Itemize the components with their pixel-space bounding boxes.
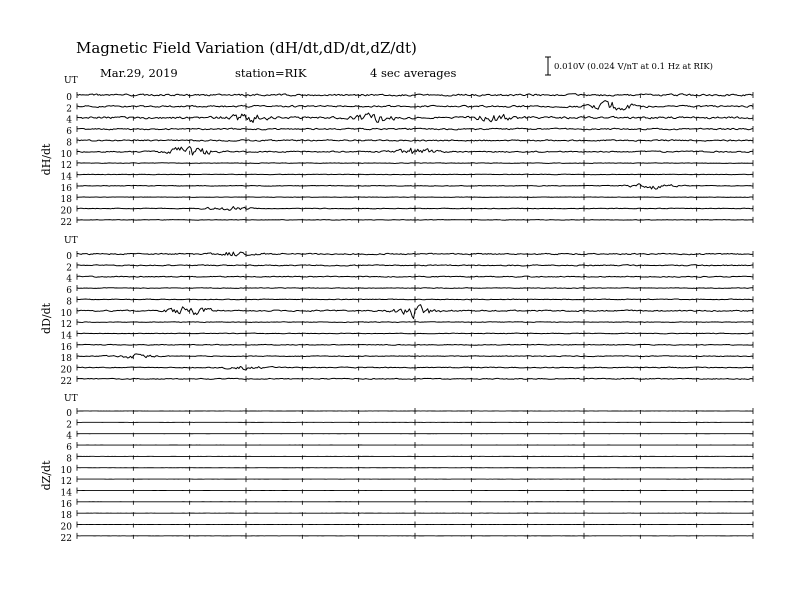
row-label: 4 <box>66 431 72 442</box>
row-label: 0 <box>66 252 72 262</box>
trace-line <box>77 276 753 277</box>
panels <box>40 76 753 544</box>
trace-line <box>77 305 753 319</box>
y-axis-label: dD/dt <box>40 302 53 334</box>
row-label: 2 <box>66 104 72 115</box>
row-label: 18 <box>60 511 72 522</box>
row-label: 18 <box>60 354 72 365</box>
row-label: 10 <box>60 149 72 160</box>
chart-title: Magnetic Field Variation (dH/dt,dD/dt,dZ/dt) <box>76 39 417 57</box>
scale-bar <box>545 57 713 75</box>
row-label: 6 <box>66 127 72 138</box>
row-label: 12 <box>60 477 72 488</box>
row-label: 18 <box>60 195 72 206</box>
panel-dh-dt <box>40 76 753 228</box>
row-label: 22 <box>60 376 72 387</box>
row-label: 20 <box>60 206 72 217</box>
row-label: 22 <box>60 217 72 228</box>
row-label: 0 <box>66 93 72 103</box>
panel-dz-dt <box>40 394 753 544</box>
row-label: 16 <box>60 499 72 510</box>
row-label: 12 <box>60 161 72 172</box>
scale-bar-label: 0.010V (0.024 V/nT at 0.1 Hz at RIK) <box>554 62 713 72</box>
y-axis-label: dH/dt <box>40 143 53 176</box>
trace-line <box>77 220 753 221</box>
panel-dd-dt <box>40 236 753 387</box>
row-label: 2 <box>66 420 72 431</box>
averaging-label: 4 sec averages <box>370 66 457 80</box>
row-label: 12 <box>60 320 72 331</box>
trace-line <box>77 288 753 289</box>
ut-header: UT <box>64 394 78 404</box>
row-label: 14 <box>60 488 72 499</box>
trace-line <box>77 174 753 175</box>
row-label: 16 <box>60 183 72 194</box>
row-label: 10 <box>60 308 72 319</box>
trace-line <box>77 378 753 379</box>
row-label: 20 <box>60 365 72 376</box>
row-label: 4 <box>66 115 72 126</box>
ut-header: UT <box>64 236 78 246</box>
row-label: 6 <box>66 286 72 297</box>
row-label: 8 <box>66 297 72 308</box>
ut-header: UT <box>64 76 78 86</box>
row-label: 8 <box>66 454 72 465</box>
row-label: 6 <box>66 443 72 454</box>
date-label: Mar.29, 2019 <box>100 66 178 80</box>
trace-line <box>77 333 753 334</box>
row-label: 22 <box>60 533 72 544</box>
row-label: 14 <box>60 331 72 342</box>
trace-line <box>77 163 753 164</box>
row-label: 2 <box>66 263 72 274</box>
row-label: 8 <box>66 138 72 149</box>
row-label: 20 <box>60 522 72 533</box>
row-label: 10 <box>60 465 72 476</box>
row-label: 0 <box>66 409 72 419</box>
row-label: 16 <box>60 342 72 353</box>
y-axis-label: dZ/dt <box>40 460 53 491</box>
trace-line <box>77 265 753 266</box>
station-label: station=RIK <box>235 66 307 80</box>
row-label: 14 <box>60 172 72 183</box>
trace-line <box>77 299 753 300</box>
row-label: 4 <box>66 274 72 285</box>
